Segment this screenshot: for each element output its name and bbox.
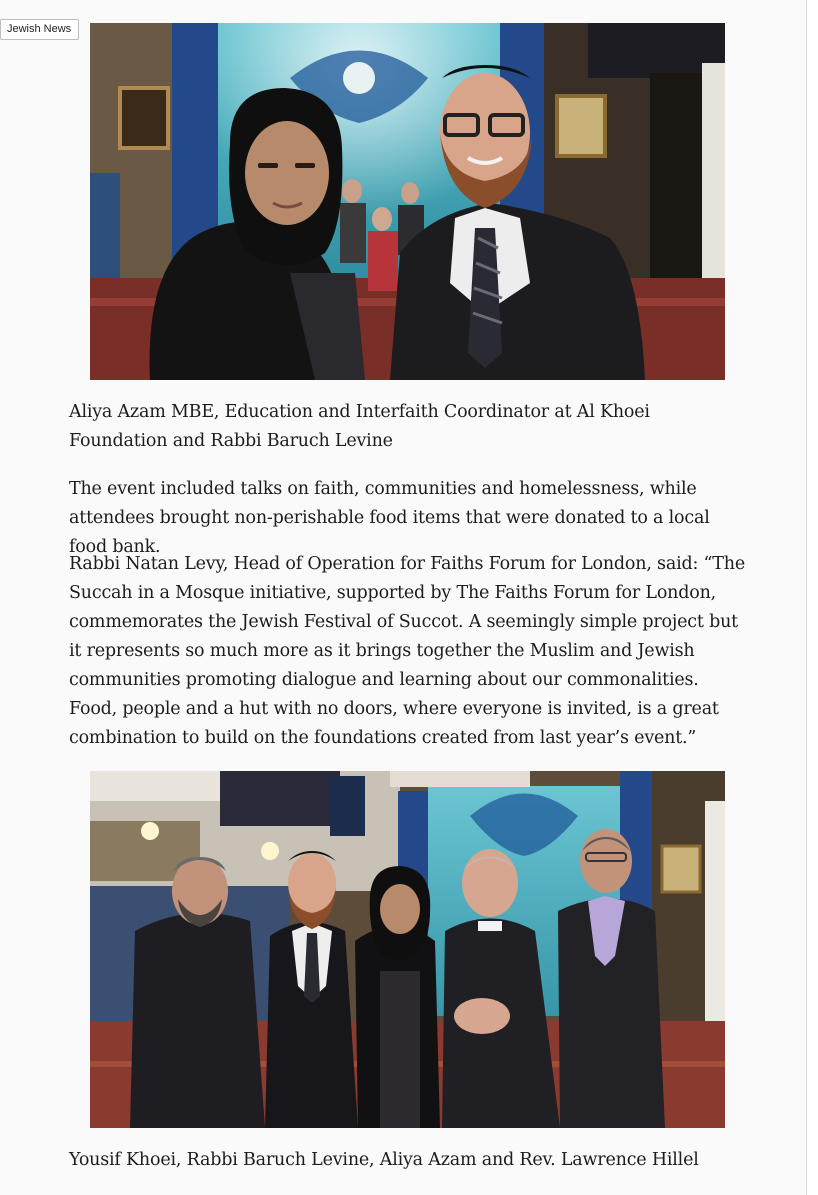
photo-1-caption: Aliya Azam MBE, Education and Interfaith Coordinator at Al Khoei Foundation and Rabbi Baruch Levine — [69, 402, 650, 451]
jewish-news-tag[interactable]: Jewish News — [0, 19, 79, 40]
scrollbar-track[interactable] — [806, 0, 818, 1195]
article-photo-2 — [90, 771, 725, 1128]
photo-2-caption: Yousif Khoei, Rabbi Baruch Levine, Aliya Azam and Rev. Lawrence Hillel — [69, 1150, 699, 1170]
photo-1-illustration — [90, 23, 725, 380]
article-paragraph-2: Rabbi Natan Levy, Head of Operation for Faiths Forum for London, said: “The Succah in a Mosque initiative, supported by The Faiths Forum for London, commemorates the Jewish Festival of Succot. A seemingly simple project but it represents so much more as it brings together the Muslim and Jewish communities promoting dialogue and learning about our commonalities. Food, people and a hut with no doors, where everyone is invited, is a great combination to build on the foundations created from last year’s event.” — [69, 554, 745, 748]
article-photo-1 — [90, 23, 725, 380]
article-paragraph-1: The event included talks on faith, communities and homelessness, while attendees brought non-perishable food items that were donated to a local food bank. — [69, 479, 710, 557]
photo-2-illustration — [90, 771, 725, 1128]
